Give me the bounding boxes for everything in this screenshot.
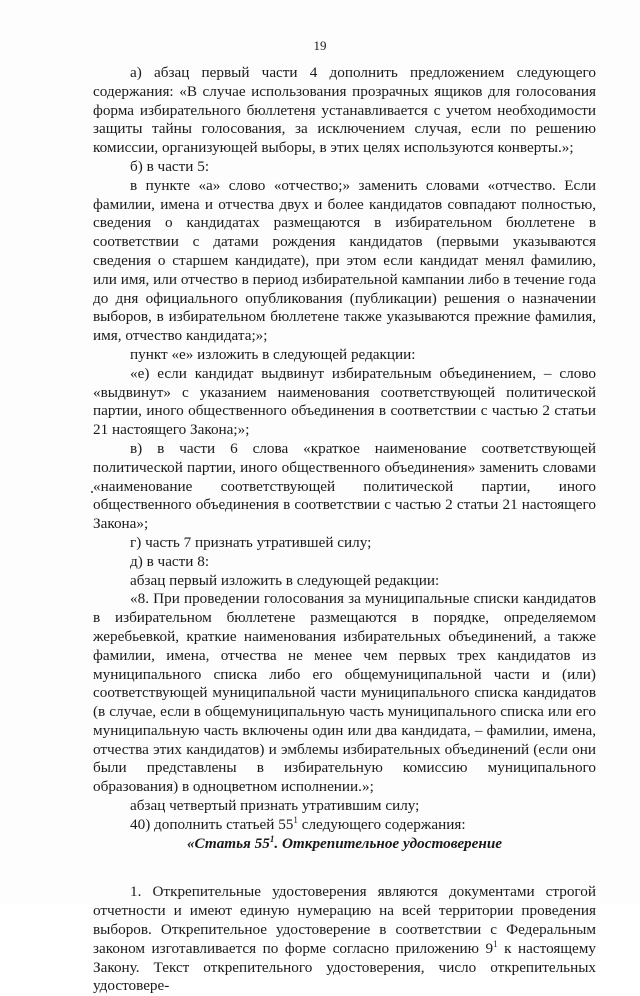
article-heading [93,835,596,854]
paragraph-item-a-patronymic: в пункте «а» слово «отчество;» заменить словами «отчество. Если фамилии, имена и отчества двух и более кандидатов совпадают полностью, сведения о кандидатах размещаются в избирательном бюллетене в соответствии с датами рождения кандидатов (первыми указываются сведения о старшем кандидате), при этом если кандидат менял фамилию, или имя, или отчество в период избирательной кампании либо в течение года до дня официального опубликования (публикации) решения о назначении выборов, в избирательном бюллетене также указываются прежние фамилия, имя, отчество кандидата;»; [93,176,596,345]
page-number: 19 [313,38,327,53]
item1-superscript: 1 [493,938,498,949]
heading-superscript: 1 [269,833,275,844]
paragraph-item-40 [93,816,596,835]
paragraph-b-part5: б) в части 5: [130,157,210,175]
paragraph-v-part6: в) в части 6 слова «краткое наименование соответствующей политической партии, иного общественного объединения» заменить словами «наименование соответствующей политической партии, иного общественного объединения в соответствии с частью 2 статьи 21 настоящего Закона»; [93,439,596,533]
item40-text-end: следующего содержания: [297,815,466,833]
item40-text: 40) дополнить статьей 55 [130,815,294,833]
paragraph-article-item-1 [93,883,596,996]
document-body [93,64,596,996]
paragraph-d-part8: д) в части 8: [130,552,210,570]
paragraph-a-part4: а) абзац первый части 4 дополнить предложением следующего содержания: «В случае использования прозрачных ящиков для голосования форма избирательного бюллетеня устанавливается с учетом необходимости защиты тайны голосования, за исключением случая, если по решению комиссии, организующей выборы, в этих целях используются конверты.»; [93,64,596,157]
paragraph-g-part7: г) часть 7 признать утратившей силу; [130,533,372,551]
paragraph-part8-text: «8. При проведении голосования за муниципальные списки кандидатов в избирательном бюллетене размещаются в порядке, определяемом жеребьевкой, краткие наименования избирательных объединений, а также фамилии, имена, отчества не менее чем первых трех кандидатов из муниципального списка либо его общемуниципальной части и (или) соответствующей муниципальной части муниципального списка кандидатов (в случае, если в общемуниципальную часть муниципального списка или его муниципальную часть включены один или два кандидата, – фамилии, имена, отчества этих кандидатов) и эмблемы избирательных объединений (если они были представлены в избирательную комиссию муниципального образования) в одноцветном исполнении.»; [93,590,596,796]
heading-text: «Статья 55 [186,834,270,852]
paragraph-item-e-intro: пункт «е» изложить в следующей редакции: [130,345,416,363]
item40-superscript: 1 [293,814,298,825]
paragraph-item-e-text: «е) если кандидат выдвинут избирательным объединением, – слово «выдвинут» с указанием наименования соответствующей политической партии, иного общественного объединения в соответствии с частью 2 статьи 21 настоящего Закона;»; [93,364,596,439]
paragraph-fourth-abzac: абзац четвертый признать утратившим силу; [130,797,420,815]
paragraph-first-abzac-intro: абзац первый изложить в следующей редакции: [130,571,440,589]
heading-text-end: . Открепительное удостоверение [274,834,503,852]
item1-text: 1. Открепительные удостоверения являются документами строгой отчетности и имеют единую нумерацию на всей территории проведения выборов. Открепительное удостоверение в соответствии с Федеральным законом изготавливается по форме согласно приложению 9 [93,883,596,957]
item1-text-end: к настоящему Закону. Текст открепительного удостоверения, число открепительных удостовере- [93,939,597,995]
